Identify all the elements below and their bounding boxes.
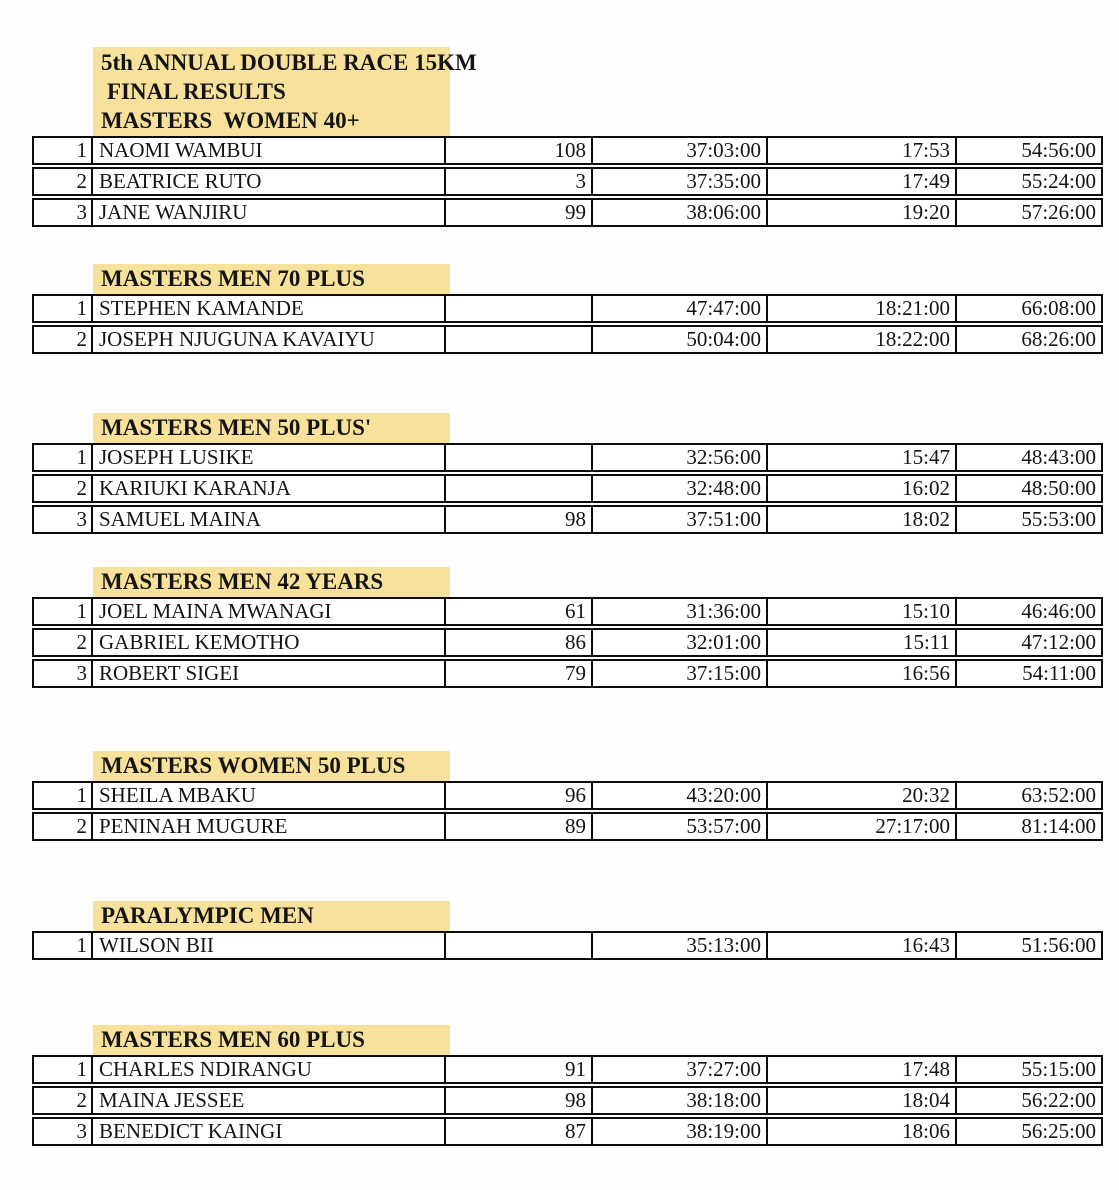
total-time-cell: 54:11:00 bbox=[1022, 661, 1096, 685]
total-time-cell: 54:56:00 bbox=[1021, 138, 1096, 162]
results-table-masters-men-42 bbox=[32, 597, 1103, 688]
total-time-cell: 48:43:00 bbox=[1021, 445, 1096, 469]
table-row bbox=[32, 812, 1103, 841]
section-header-band bbox=[93, 751, 450, 781]
time2-cell: 18:21:00 bbox=[768, 296, 957, 321]
rank-cell: 2 bbox=[34, 1088, 93, 1113]
bib-cell bbox=[446, 933, 593, 958]
bib-cell: 91 bbox=[446, 1057, 593, 1082]
results-table-paralympic-men bbox=[32, 931, 1103, 960]
bib-cell: 96 bbox=[446, 783, 593, 808]
rank-cell: 1 bbox=[34, 138, 93, 163]
time1-cell: 37:27:00 bbox=[593, 1057, 768, 1082]
time2-cell: 17:48 bbox=[768, 1057, 957, 1082]
time1-cell: 38:19:00 bbox=[593, 1119, 768, 1144]
table-row bbox=[32, 1086, 1103, 1115]
time1-cell: 38:06:00 bbox=[593, 200, 768, 225]
total-time-cell: 56:22:00 bbox=[1021, 1088, 1096, 1112]
name-cell: BENEDICT KAINGI bbox=[93, 1119, 446, 1144]
name-cell: JOSEPH NJUGUNA KAVAIYU bbox=[93, 327, 446, 352]
rank-cell: 3 bbox=[34, 200, 93, 225]
name-cell: STEPHEN KAMANDE bbox=[93, 296, 446, 321]
bib-cell: 87 bbox=[446, 1119, 593, 1144]
time1-cell: 38:18:00 bbox=[593, 1088, 768, 1113]
table-row bbox=[32, 1055, 1103, 1084]
time2-cell: 18:02 bbox=[768, 507, 957, 532]
rank-cell: 1 bbox=[34, 296, 93, 321]
time1-cell: 53:57:00 bbox=[593, 814, 768, 839]
table-row bbox=[32, 659, 1103, 688]
table-row bbox=[32, 167, 1103, 196]
time1-cell: 37:51:00 bbox=[593, 507, 768, 532]
name-cell: MAINA JESSEE bbox=[93, 1088, 446, 1113]
total-time-cell: 55:53:00 bbox=[1021, 507, 1096, 531]
total-time-cell: 47:12:00 bbox=[1021, 630, 1096, 654]
section-header-band bbox=[93, 567, 450, 597]
time1-cell: 43:20:00 bbox=[593, 783, 768, 808]
name-cell: GABRIEL KEMOTHO bbox=[93, 630, 446, 655]
rank-cell: 1 bbox=[34, 599, 93, 624]
results-table-masters-men-50 bbox=[32, 443, 1103, 534]
table-row bbox=[32, 931, 1103, 960]
bib-cell bbox=[446, 445, 593, 470]
section-header-masters-men-70: MASTERS MEN 70 PLUS bbox=[101, 266, 365, 291]
time2-cell: 19:20 bbox=[768, 200, 957, 225]
bib-cell bbox=[446, 476, 593, 501]
table-row bbox=[32, 1117, 1103, 1146]
table-row bbox=[32, 474, 1103, 503]
rank-cell: 3 bbox=[34, 661, 93, 686]
time2-cell: 17:49 bbox=[768, 169, 957, 194]
section-header-masters-men-60: MASTERS MEN 60 PLUS bbox=[101, 1027, 365, 1052]
name-cell: BEATRICE RUTO bbox=[93, 169, 446, 194]
bib-cell: 3 bbox=[446, 169, 593, 194]
bib-cell bbox=[446, 327, 593, 352]
time1-cell: 47:47:00 bbox=[593, 296, 768, 321]
total-time-cell: 55:15:00 bbox=[1021, 1057, 1096, 1081]
total-time-cell: 56:25:00 bbox=[1021, 1119, 1096, 1143]
section-header-masters-women-50: MASTERS WOMEN 50 PLUS bbox=[101, 753, 406, 778]
rank-cell: 3 bbox=[34, 1119, 93, 1144]
results-table-masters-men-70 bbox=[32, 294, 1103, 354]
time1-cell: 32:48:00 bbox=[593, 476, 768, 501]
rank-cell: 1 bbox=[34, 933, 93, 958]
total-time-cell: 66:08:00 bbox=[1021, 296, 1096, 320]
rank-cell: 1 bbox=[34, 1057, 93, 1082]
table-row bbox=[32, 443, 1103, 472]
time1-cell: 37:03:00 bbox=[593, 138, 768, 163]
rank-cell: 2 bbox=[34, 476, 93, 501]
total-time-cell: 63:52:00 bbox=[1021, 783, 1096, 807]
time2-cell: 18:06 bbox=[768, 1119, 957, 1144]
rank-cell: 2 bbox=[34, 169, 93, 194]
name-cell: JOEL MAINA MWANAGI bbox=[93, 599, 446, 624]
section-header-masters-women-40: MASTERS WOMEN 40+ bbox=[101, 108, 360, 133]
time1-cell: 37:35:00 bbox=[593, 169, 768, 194]
table-row bbox=[32, 198, 1103, 227]
time1-cell: 37:15:00 bbox=[593, 661, 768, 686]
time2-cell: 16:56 bbox=[768, 661, 957, 686]
bib-cell: 108 bbox=[446, 138, 593, 163]
time1-cell: 50:04:00 bbox=[593, 327, 768, 352]
section-paralympic-men bbox=[32, 901, 1119, 960]
rank-cell: 1 bbox=[34, 783, 93, 808]
rank-cell: 2 bbox=[34, 630, 93, 655]
name-cell: SHEILA MBAKU bbox=[93, 783, 446, 808]
bib-cell: 98 bbox=[446, 507, 593, 532]
name-cell: JOSEPH LUSIKE bbox=[93, 445, 446, 470]
section-header-masters-men-42: MASTERS MEN 42 YEARS bbox=[101, 569, 384, 594]
section-masters-women-40 bbox=[32, 47, 1119, 227]
time2-cell: 15:10 bbox=[768, 599, 957, 624]
time2-cell: 18:22:00 bbox=[768, 327, 957, 352]
rank-cell: 2 bbox=[34, 814, 93, 839]
rank-cell: 2 bbox=[34, 327, 93, 352]
page-title: 5th ANNUAL DOUBLE RACE 15KM bbox=[101, 50, 477, 75]
total-time-cell: 51:56:00 bbox=[1021, 933, 1096, 957]
section-header-band bbox=[93, 413, 450, 443]
table-row bbox=[32, 505, 1103, 534]
name-cell: WILSON BII bbox=[93, 933, 446, 958]
section-header-band bbox=[93, 1025, 450, 1055]
name-cell: SAMUEL MAINA bbox=[93, 507, 446, 532]
name-cell: ROBERT SIGEI bbox=[93, 661, 446, 686]
title-block bbox=[93, 47, 477, 136]
name-cell: NAOMI WAMBUI bbox=[93, 138, 446, 163]
bib-cell: 61 bbox=[446, 599, 593, 624]
name-cell: CHARLES NDIRANGU bbox=[93, 1057, 446, 1082]
section-masters-men-50 bbox=[32, 413, 1119, 534]
name-cell: PENINAH MUGURE bbox=[93, 814, 446, 839]
rank-cell: 1 bbox=[34, 445, 93, 470]
time2-cell: 18:04 bbox=[768, 1088, 957, 1113]
rank-cell: 3 bbox=[34, 507, 93, 532]
table-row bbox=[32, 294, 1103, 323]
time1-cell: 32:01:00 bbox=[593, 630, 768, 655]
time2-cell: 15:11 bbox=[768, 630, 957, 655]
table-row bbox=[32, 597, 1103, 626]
name-cell: JANE WANJIRU bbox=[93, 200, 446, 225]
time2-cell: 20:32 bbox=[768, 783, 957, 808]
time1-cell: 32:56:00 bbox=[593, 445, 768, 470]
total-time-cell: 81:14:00 bbox=[1021, 814, 1096, 838]
page-subtitle: FINAL RESULTS bbox=[107, 79, 286, 104]
time1-cell: 31:36:00 bbox=[593, 599, 768, 624]
name-cell: KARIUKI KARANJA bbox=[93, 476, 446, 501]
table-row bbox=[32, 325, 1103, 354]
table-row bbox=[32, 781, 1103, 810]
time2-cell: 27:17:00 bbox=[768, 814, 957, 839]
section-header-band bbox=[93, 264, 450, 294]
results-table-masters-women-50 bbox=[32, 781, 1103, 841]
section-header-band bbox=[93, 901, 450, 931]
time2-cell: 16:02 bbox=[768, 476, 957, 501]
time2-cell: 16:43 bbox=[768, 933, 957, 958]
table-row bbox=[32, 136, 1103, 165]
table-row bbox=[32, 628, 1103, 657]
results-table-masters-women-40 bbox=[32, 136, 1103, 227]
section-masters-men-60 bbox=[32, 1025, 1119, 1146]
bib-cell bbox=[446, 296, 593, 321]
results-table-masters-men-60 bbox=[32, 1055, 1103, 1146]
total-time-cell: 55:24:00 bbox=[1021, 169, 1096, 193]
total-time-cell: 57:26:00 bbox=[1021, 200, 1096, 224]
section-masters-men-70 bbox=[32, 264, 1119, 354]
time2-cell: 15:47 bbox=[768, 445, 957, 470]
section-header-paralympic-men: PARALYMPIC MEN bbox=[101, 903, 314, 928]
time2-cell: 17:53 bbox=[768, 138, 957, 163]
total-time-cell: 46:46:00 bbox=[1021, 599, 1096, 623]
bib-cell: 98 bbox=[446, 1088, 593, 1113]
bib-cell: 86 bbox=[446, 630, 593, 655]
section-masters-men-42 bbox=[32, 567, 1119, 688]
bib-cell: 99 bbox=[446, 200, 593, 225]
section-header-masters-men-50: MASTERS MEN 50 PLUS' bbox=[101, 415, 372, 440]
bib-cell: 89 bbox=[446, 814, 593, 839]
time1-cell: 35:13:00 bbox=[593, 933, 768, 958]
total-time-cell: 48:50:00 bbox=[1021, 476, 1096, 500]
total-time-cell: 68:26:00 bbox=[1021, 327, 1096, 351]
section-masters-women-50 bbox=[32, 751, 1119, 841]
bib-cell: 79 bbox=[446, 661, 593, 686]
